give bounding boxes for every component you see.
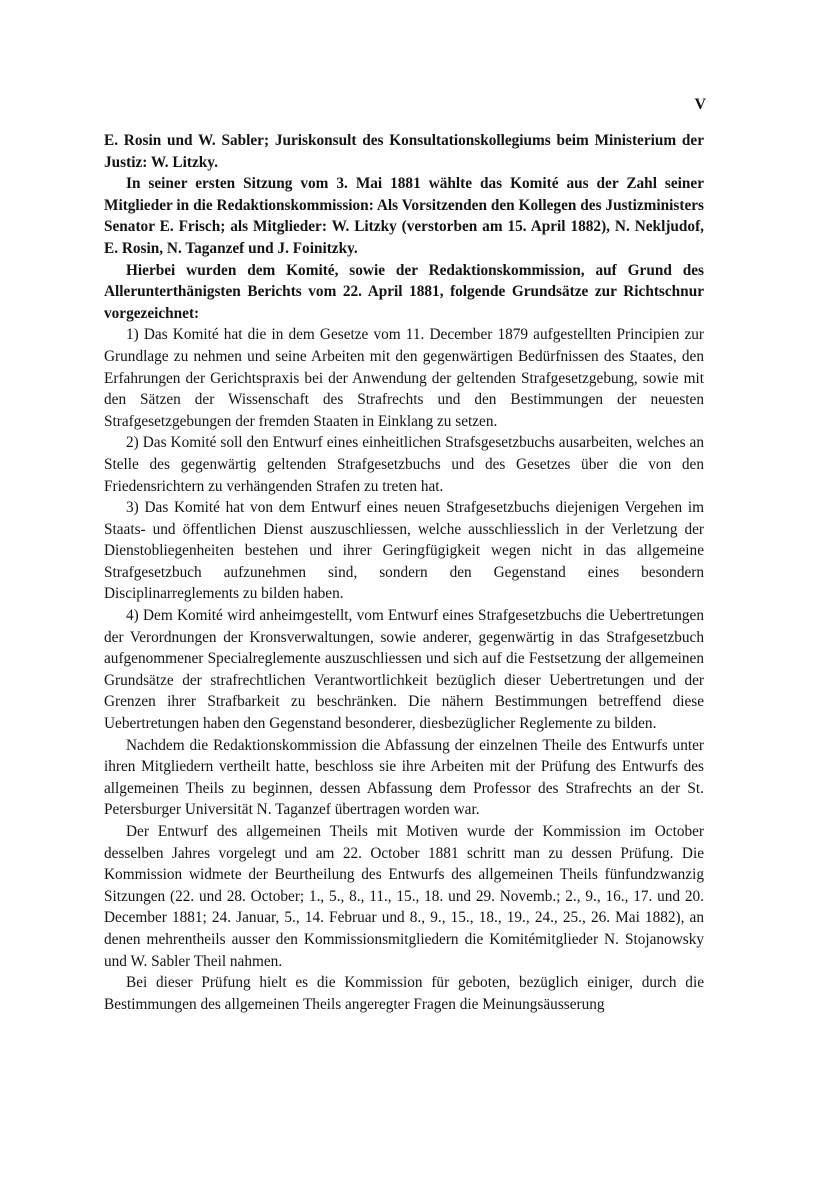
paragraph-examination: Bei dieser Prüfung hielt es die Kommission für geboten, bezüglich einiger, durch die Bestimmungen des allgemeinen Theils angeregter Fragen die Meinungsäusserung <box>104 974 704 1013</box>
paragraph-continuation-members: E. Rosin und W. Sabler; Juriskonsult des Konsultationskollegiums beim Ministerium der Justiz: W. Litzky. <box>104 132 704 171</box>
paragraph-guidelines-intro: Hierbei wurden dem Komité, sowie der Redaktionskommission, auf Grund des Allerunterthänigsten Berichts vom 22. April 1881, folgende Grundsätze zur Richtschnur vorgezeichnet: <box>104 261 704 322</box>
page-number: V <box>694 96 706 113</box>
paragraph-first-session: In seiner ersten Sitzung vom 3. Mai 1881 wählte das Komité aus der Zahl seiner Mitglieder in die Redaktionskommission: Als Vorsitzenden den Kollegen des Justizministers Senator E. Frisch; als Mitglieder: W. Litzky (verstorben am 15. April 1882), N. Nekljudof, E. Rosin, N. Taganzef und J. Foinitzky. <box>104 175 704 257</box>
body-text <box>104 130 704 1015</box>
paragraph-principle-2: 2) Das Komité soll den Entwurf eines einheitlichen Strafsgesetzbuchs ausarbeiten, welches an Stelle des gegenwärtig geltenden Strafgesetzbuchs und des Gesetzes über die von den Friedensrichtern zu verhängenden Strafen zu treten hat. <box>104 434 704 495</box>
paragraph-commission-division: Nachdem die Redaktionskommission die Abfassung der einzelnen Theile des Entwurfs unter ihren Mitgliedern vertheilt hatte, beschloss sie ihre Arbeiten mit der Prüfung des Entwurfs des allgemeinen Theils zu beginnen, dessen Abfassung dem Professor des Strafrechts an der St. Petersburger Universität N. Taganzef übertragen worden war. <box>104 736 704 819</box>
paragraph-principle-1: 1) Das Komité hat die in dem Gesetze vom 11. December 1879 aufgestellten Principien zur Grundlage zu nehmen und seine Arbeiten mit den gegenwärtigen Bedürfnissen des Staates, den Erfahrungen der Gerichtspraxis bei der Anwendung der geltenden Strafgesetzgebung, sowie mit den Sätzen der Wissenschaft des Strafrechts und den Bestimmungen der neuesten Strafgesetzgebungen der fremden Staaten in Einklang zu setzen. <box>104 326 704 430</box>
paragraph-principle-3: 3) Das Komité hat von dem Entwurf eines neuen Strafgesetzbuchs diejenigen Vergehen im Staats- und öffentlichen Dienst auszuschliessen, welche ausschliesslich in der Verletzung der Dienstobliegenheiten bestehen und ihrer Geringfügigkeit wegen nicht in das allgemeine Strafgesetzbuch aufzunehmen sind, sondern den Gegenstand eines besondern Disciplinarreglements zu bilden haben. <box>104 499 704 603</box>
paragraph-draft-review: Der Entwurf des allgemeinen Theils mit Motiven wurde der Kommission im October desselben Jahres vorgelegt und am 22. October 1881 schritt man zu dessen Prüfung. Die Kommission widmete der Beurtheilung des Entwurfs des allgemeinen Theils fünfundzwanzig Sitzungen (22. und 28. October; 1., 5., 8., 11., 15., 18. und 29. Novemb.; 2., 9., 16., 17. und 20. December 1881; 24. Januar, 5., 14. Februar und 8., 9., 15., 18., 19., 24., 25., 26. Mai 1882), an denen mehrentheils ausser den Kommissionsmitgliedern die Komitémitglieder N. Stojanowsky und W. Sabler Theil nahmen. <box>104 823 704 970</box>
paragraph-principle-4: 4) Dem Komité wird anheimgestellt, vom Entwurf eines Strafgesetzbuchs die Uebertretungen der Verordnungen der Kronsverwaltungen, sowie anderer, gegenwärtig in das Strafgesetzbuch aufgenommener Specialreglemente auszuschliessen und sich auf die Festsetzung der allgemeinen Grundsätze der strafrechtlichen Verantwortlichkeit bezüglich dieser Uebertretungen und der Grenzen ihrer Strafbarkeit zu beschränken. Die nähern Bestimmungen betreffend diese Uebertretungen haben den Gegenstand besonderer, diesbezüglicher Reglemente zu bilden. <box>104 607 704 733</box>
